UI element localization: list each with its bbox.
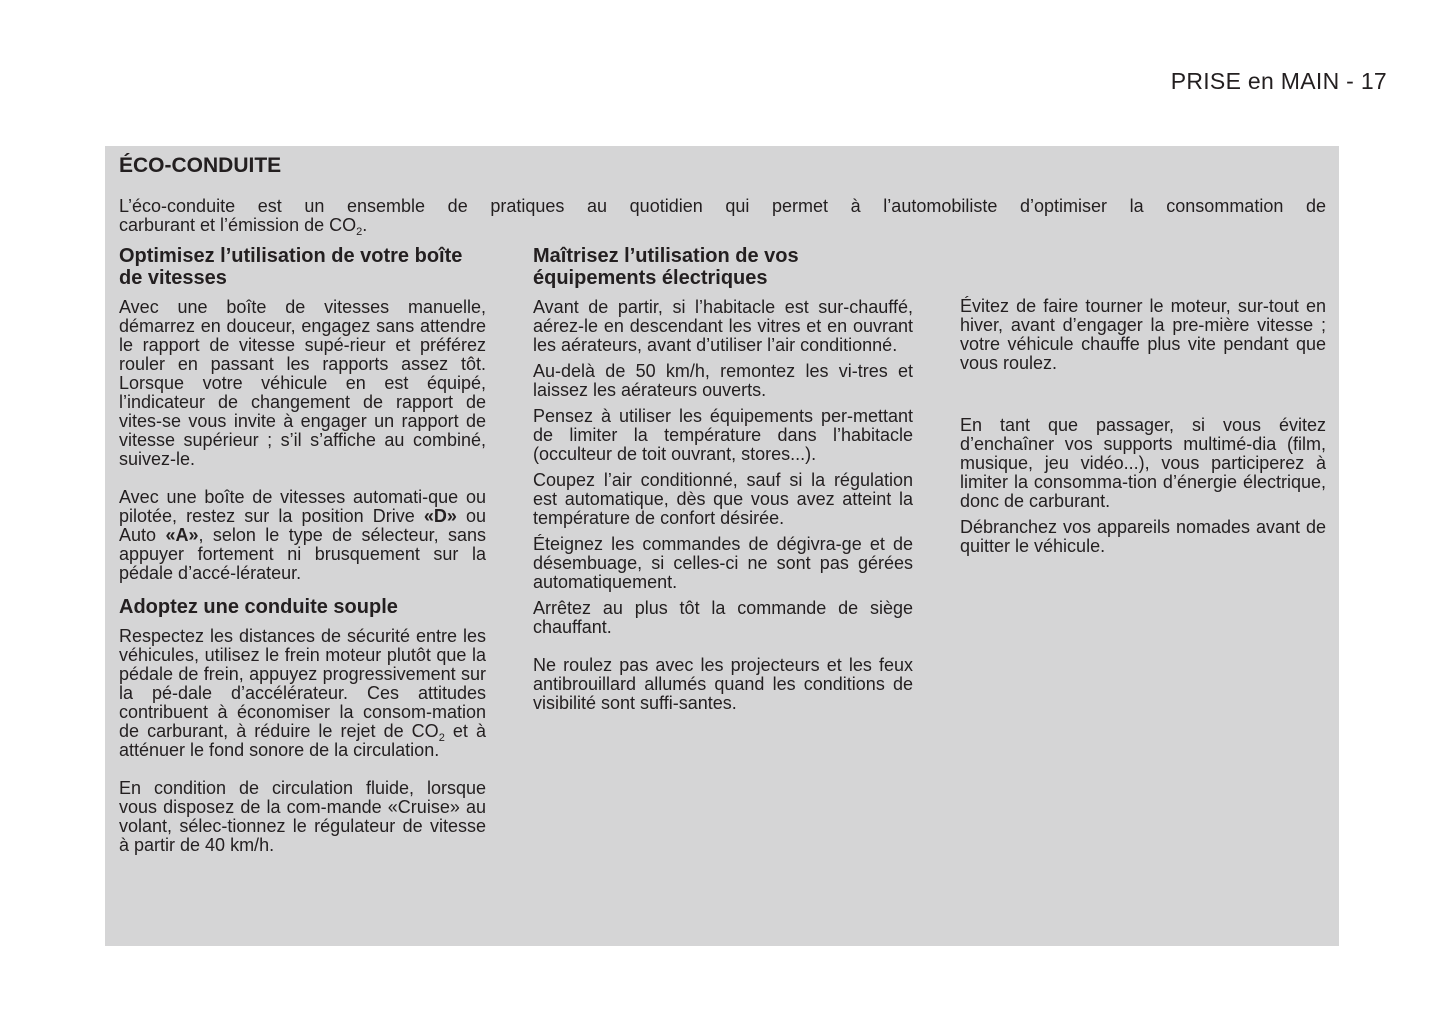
column-other-tips — [960, 297, 1326, 563]
para-defrost: Éteignez les commandes de dégivra-ge et de désembuage, si celles-ci ne sont pas gérées automatiquement. — [533, 534, 913, 592]
para-above-50kmh: Au-delà de 50 km/h, remontez les vi-tres et laissez les aérateurs ouverts. — [533, 361, 913, 400]
intro-line-1: L’éco-conduite est un ensemble de pratiques au quotidien qui permet à l’automobiliste d’optimiser la consommation de — [119, 196, 1326, 216]
para-manual-gearbox: Avec une boîte de vitesses manuelle, démarrez en douceur, engagez sans attendre le rapport de vitesse supé-rieur et préférez rouler en passant les rapports assez tôt. Lorsque votre véhicule en est équipé, l’indicateur de changement de rapport de vites-se vous invite à engager un rapport de vitesse supérieur ; s’il s’affiche au combiné, suivez-le. — [119, 297, 486, 469]
box-title: ÉCO-CONDUITE — [119, 154, 282, 177]
para-nomad-devices: Débranchez vos appareils nomades avant de quitter le véhicule. — [960, 517, 1326, 556]
eco-driving-box — [105, 146, 1339, 946]
para-cruise-control: En condition de circulation fluide, lorsque vous disposez de la com-mande «Cruise» au volant, sélec-tionnez le régulateur de vitesse à partir de 40 km/h. — [119, 778, 486, 855]
para-headlights: Ne roulez pas avec les projecteurs et les feux antibrouillard allumés quand les conditions de visibilité sont suffi-santes. — [533, 655, 913, 713]
para-passenger-multimedia: En tant que passager, si vous évitez d’enchaîner vos supports multimé-dia (film, musique, jeu vidéo...), vous participerez à limiter la consomma-tion d’énergie électrique, donc de carburant. — [960, 415, 1326, 511]
intro-paragraph — [119, 196, 1326, 238]
para-overheated-cabin: Avant de partir, si l’habitacle est sur-chauffé, aérez-le en descendant les vitres et en ouvrant les aérateurs, avant d’utiliser l’air conditionné. — [533, 297, 913, 355]
para-air-conditioning: Coupez l’air conditionné, sauf si la régulation est automatique, dès que vous avez atteint la température de confort désirée. — [533, 470, 913, 528]
column-gearbox-driving — [119, 245, 486, 862]
para-equipment: Pensez à utiliser les équipements per-mettant de limiter la température dans l’habitacle (occulteur de toit ouvrant, stores...). — [533, 406, 913, 464]
heading-gearbox: Optimisez l’utilisation de votre boîte de vitesses — [119, 245, 463, 289]
para-automatic-gearbox: Avec une boîte de vitesses automati-que ou pilotée, restez sur la position Drive «D» ou Auto «A», selon le type de sélecteur, sans appuyer fortement ni brusquement sur la pédale d’accé-lérateur. — [119, 487, 486, 583]
heading-electrical: Maîtrisez l’utilisation de vos équipements électriques — [533, 245, 799, 289]
page-header: PRISE en MAIN - 17 — [1170, 68, 1387, 94]
intro-line-2: carburant et l’émission de $CO_2$. — [119, 215, 368, 238]
column-electrical-equipment — [533, 245, 913, 720]
para-heated-seat: Arrêtez au plus tôt la commande de siège chauffant. — [533, 598, 913, 637]
heading-smooth-driving: Adoptez une conduite souple — [119, 596, 398, 618]
para-engine-idle: Évitez de faire tourner le moteur, sur-tout en hiver, avant d’engager la pre-mière vitesse ; votre véhicule chauffe plus vite pendant que vous roulez. — [960, 296, 1326, 373]
para-safety-distance: Respectez les distances de sécurité entre les véhicules, utilisez le frein moteur plutôt que la pédale de frein, appuyez progressivement sur la pé-dale d’accélérateur. Ces attitudes contribuent à économiser la consom-mation de carburant, à réduire le rejet de $CO_2$ et à atténuer le fond sonore de la circulation. — [119, 626, 486, 760]
